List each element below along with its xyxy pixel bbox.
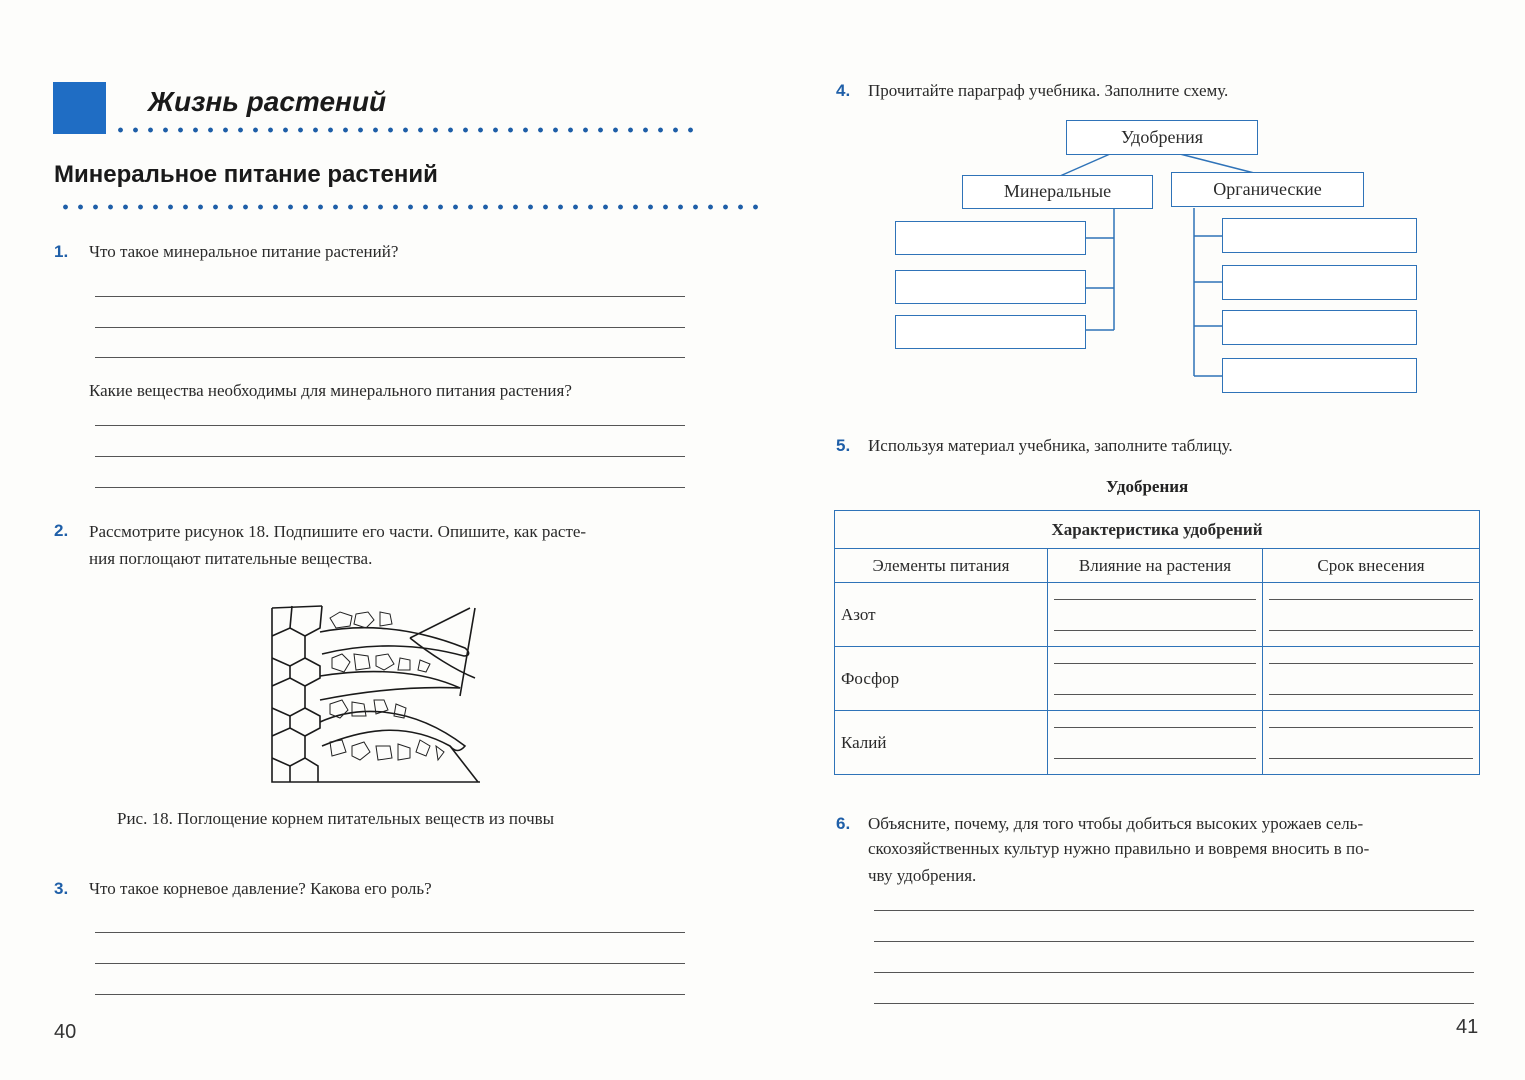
page-number-left: 40 [54,1021,77,1043]
table-row [835,583,1480,647]
table-element-cell: Калий [835,711,1048,775]
answer-line[interactable] [95,357,685,358]
question-2-text-line1: Рассмотрите рисунок 18. Подпишите его части. Опишите, как расте- [89,522,587,541]
question-2-number: 2. [54,521,69,540]
scheme-empty-box[interactable] [895,221,1086,255]
answer-line[interactable] [95,425,685,426]
question-5-number: 5. [836,436,851,455]
table-header-cell: Элементы питания [835,549,1048,583]
table-answer-cell[interactable] [1048,647,1263,711]
answer-line[interactable] [874,972,1474,973]
table-answer-cell[interactable] [1048,583,1263,647]
question-1-number: 1. [54,242,69,261]
scheme-mineral-box: Минеральные [962,175,1153,209]
figure-caption: Рис. 18. Поглощение корнем питательных веществ из почвы [117,809,555,828]
question-3-text: Что такое корневое давление? Какова его роль? [89,879,432,898]
answer-line[interactable] [95,456,685,457]
answer-line[interactable] [95,994,685,995]
question-6-text-line2: скохозяйственных культур нужно правильно и вовремя вносить в по- [868,839,1370,858]
table-answer-cell[interactable] [1263,711,1480,775]
table-header-cell: Срок внесения [1263,549,1480,583]
table-header-row [835,549,1480,583]
question-4-text: Прочитайте параграф учебника. Заполните схему. [868,81,1229,100]
table-element-cell: Азот [835,583,1048,647]
table-answer-cell[interactable] [1263,647,1480,711]
answer-line[interactable] [95,932,685,933]
scheme-organic-box: Органические [1171,172,1364,207]
answer-line[interactable] [874,910,1474,911]
scheme-empty-box[interactable] [1222,358,1417,393]
answer-line[interactable] [95,327,685,328]
table-element-cell: Фосфор [835,647,1048,711]
root-absorption-figure [260,596,490,792]
topic-dotted-rule [58,204,768,210]
question-6-number: 6. [836,814,851,833]
answer-line[interactable] [874,941,1474,942]
table-answer-cell[interactable] [1048,711,1263,775]
scheme-empty-box[interactable] [895,270,1086,304]
table-row [835,711,1480,775]
answer-line[interactable] [95,296,685,297]
section-dotted-rule [113,127,698,133]
scheme-empty-box[interactable] [1222,265,1417,300]
scheme-empty-box[interactable] [1222,218,1417,253]
question-6-text-line3: чву удобрения. [868,866,977,885]
table-row [835,647,1480,711]
question-6-text-line1: Объясните, почему, для того чтобы добиться высоких урожаев сель- [868,814,1364,833]
question-1-subquestion: Какие вещества необходимы для минерального питания растения? [89,381,572,400]
answer-line[interactable] [95,963,685,964]
fertilizer-table [834,510,1480,775]
question-5-text: Используя материал учебника, заполните таблицу. [868,436,1233,455]
scheme-empty-box[interactable] [1222,310,1417,345]
section-title: Жизнь растений [148,86,387,117]
table-caption: Характеристика удобрений [835,511,1480,549]
answer-line[interactable] [95,487,685,488]
table-title: Удобрения [1106,477,1189,496]
table-header-cell: Влияние на растения [1048,549,1263,583]
question-3-number: 3. [54,879,69,898]
table-answer-cell[interactable] [1263,583,1480,647]
question-1-text: Что такое минеральное питание растений? [89,242,399,261]
scheme-root-box: Удобрения [1066,120,1258,155]
scheme-empty-box[interactable] [895,315,1086,349]
page-number-right: 41 [1456,1016,1479,1038]
section-marker-block [53,82,106,134]
topic-title: Минеральное питание растений [54,161,438,188]
question-4-number: 4. [836,81,851,100]
question-2-text-line2: ния поглощают питательные вещества. [89,549,373,568]
answer-line[interactable] [874,1003,1474,1004]
